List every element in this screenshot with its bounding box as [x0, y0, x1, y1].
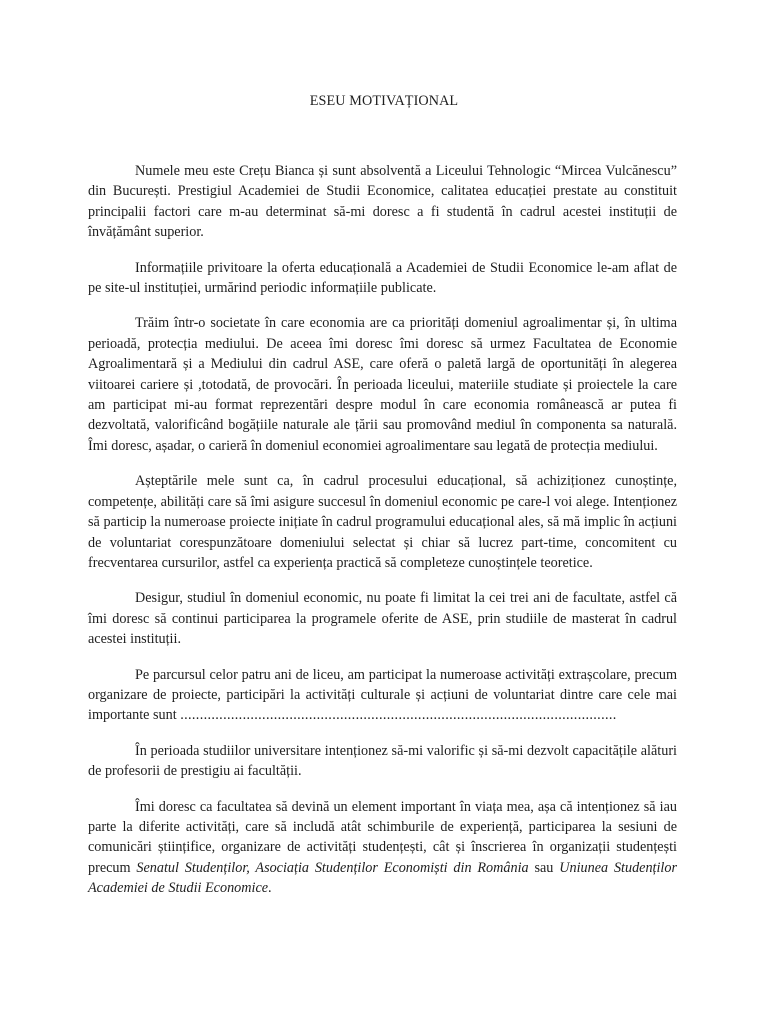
organizations-end-punctuation: .	[268, 880, 272, 897]
paragraph-faculty-choice: Trăim într-o societate în care economia are ca priorități domeniul agroalimentar și, în ultima perioadă, protecția mediului. De aceea îmi doresc îmi doresc să urmez Facultatea de Economie Agroalimentară și a Mediului din cadrul ASE, care oferă o paletă largă de oportunități în alegerea viitoarei cariere și ,totodată, de provocări. În perioada liceului, materiile studiate și proiectele la care am participat mi-au format reprezentări despre modul în care economia românească ar putea fi dezvoltată, valorificând bogățiile naturale ale țării sau promovând mediul în componenta sa naturală. Îmi doresc, așadar, o carieră în domeniul economiei agroalimentare sau legată de protecția mediului.	[88, 315, 677, 454]
document-body	[88, 161, 677, 914]
paragraph-student-organizations	[88, 797, 677, 899]
paragraph-information-source: Informațiile privitoare la oferta educațională a Academiei de Studii Economice le-am aflat de pe site-ul instituției, urmărind periodic informațiile publicate.	[88, 259, 677, 297]
organizations-intro-text: Îmi doresc ca facultatea să devină un element important în viața mea, așa că intenționez să iau parte la diferite activități, care să includă atât schimburile de experiență, participarea la sesiuni de comunicări științifice, organizare de activități studențești, cât și înscrierea în organizații studențești precum	[88, 798, 677, 876]
activities-text: Pe parcursul celor patru ani de liceu, am participat la numeroase activități extrașcolare, precum organizare de proiecte, participări la activități culturale și acțiuni de voluntariat dintre care cele mai importante sunt	[88, 666, 677, 724]
paragraph-university-plans: În perioada studiilor universitare intenționez să-mi valorific și să-mi dezvolt capacitățile alături de profesorii de prestigiu ai facultății.	[88, 742, 677, 780]
paragraph-activities	[88, 665, 677, 726]
organization-name-senate-and-association: Senatul Studenților, Asociația Studenților Economiști din România	[136, 859, 529, 876]
organization-name-student-union: Uniunea Studenților Academiei de Studii Economice	[88, 859, 677, 897]
document-title: ESEU MOTIVAȚIONAL	[309, 93, 459, 109]
organizations-connector-text: sau	[528, 859, 560, 876]
paragraph-masters: Desigur, studiul în domeniul economic, nu poate fi limitat la cei trei ani de facultate, astfel că îmi doresc să continui participarea la programele oferite de ASE, prin studiile de masterat în cadrul acestei instituții.	[88, 590, 677, 648]
fill-in-dotted-line: ................................................................................................................	[180, 707, 617, 724]
paragraph-intro: Numele meu este Crețu Bianca și sunt absolventă a Liceului Tehnologic “Mircea Vulcănescu” din București. Prestigiul Academiei de Studii Economice, calitatea educației prestate au constituit principalii factori care m-au determinat să-mi doresc a fi studentă în cadrul acestei instituții de învățământ superior.	[88, 163, 677, 241]
paragraph-expectations: Așteptările mele sunt ca, în cadrul procesului educațional, să achiziționez cunoștințe, competențe, abilități care să îmi asigure succesul în domeniul economic pe care-l voi alege. Intenționez să particip la numeroase proiecte inițiate în cadrul programului educațional ales, să mă implic în acțiuni de voluntariat corespunzătoare domeniului selectat și chiar să lucrez part-time, concomitent cu frecventarea cursurilor, astfel ca experiența practică să completeze cunoștințele teoretice.	[88, 473, 677, 571]
